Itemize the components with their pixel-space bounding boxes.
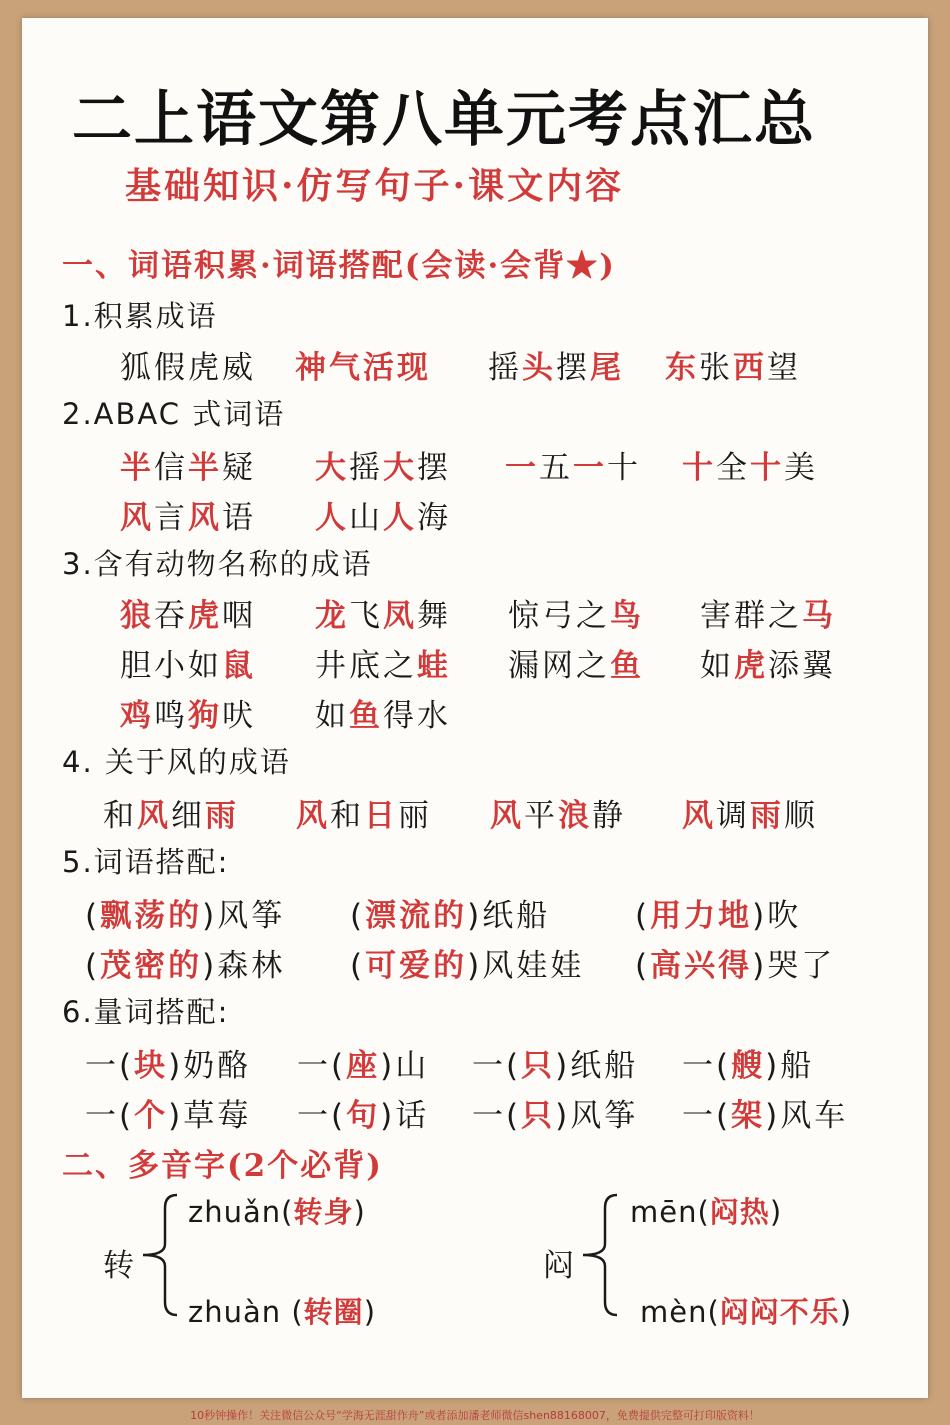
section-vocabulary-heading: 一、词语积累·词语搭配(会读·会背★) [62, 248, 616, 284]
collocation-item [85, 890, 285, 935]
plain-text: 如 [700, 648, 734, 684]
plain-text: ( [85, 948, 101, 984]
highlighted-text: 鼠 [222, 648, 256, 684]
measure-word-item [682, 1090, 848, 1135]
brace-bracket [575, 1192, 625, 1322]
highlighted-text: 雨 [205, 798, 239, 834]
collocation-item [635, 890, 801, 935]
abac-item [505, 442, 641, 487]
highlighted-text: 座 [346, 1048, 381, 1084]
section-polyphonic-heading: 二、多音字(2个必背) [62, 1148, 383, 1184]
highlighted-text: 高兴得 [650, 948, 753, 984]
plain-text: ) [839, 1295, 853, 1329]
polyphonic-char-men: 闷 [543, 1248, 577, 1284]
measure-word-item [297, 1090, 429, 1135]
plain-text: )奶酪 [168, 1048, 252, 1084]
abac-item [120, 492, 256, 537]
plain-text: )吹 [752, 898, 802, 934]
plain-text: 如 [315, 698, 349, 734]
highlighted-text: 个 [134, 1098, 169, 1134]
highlighted-text: 艘 [731, 1048, 766, 1084]
plain-text: 狐假虎威 [120, 350, 256, 386]
highlighted-text: 浪 [558, 798, 592, 834]
plain-text: 一( [472, 1098, 522, 1134]
highlighted-text: 鸟 [610, 598, 644, 634]
highlighted-text: 十 [750, 450, 784, 486]
highlighted-text: 风 [188, 500, 222, 536]
highlighted-text: 鱼 [349, 698, 383, 734]
plain-text: )话 [380, 1098, 430, 1134]
plain-text: 摆 [417, 450, 451, 486]
highlighted-text: 闷闷不乐 [719, 1295, 840, 1329]
animal-idiom-item [315, 590, 451, 635]
measure-word-item [472, 1090, 638, 1135]
plain-text: ( [350, 898, 366, 934]
heading-animal-idioms: 3.含有动物名称的成语 [62, 547, 373, 581]
plain-text: ) [769, 1195, 783, 1229]
plain-text: 平 [524, 798, 558, 834]
plain-text: )纸船 [467, 898, 551, 934]
plain-text: 调 [716, 798, 750, 834]
abac-item [315, 492, 451, 537]
plain-text: 张 [699, 350, 733, 386]
plain-text: ) [363, 1295, 377, 1329]
plain-text: 美 [784, 450, 818, 486]
plain-text: )纸船 [555, 1048, 639, 1084]
abac-item [120, 442, 256, 487]
animal-idiom-item [508, 640, 644, 685]
collocation-item [85, 940, 285, 985]
collocation-item [350, 940, 584, 985]
plain-text: ( [85, 898, 101, 934]
page-title: 二上语文第八单元考点汇总 [72, 85, 816, 155]
plain-text: mēn( [630, 1195, 710, 1229]
collocation-item [635, 940, 835, 985]
plain-text: )风娃娃 [467, 948, 585, 984]
highlighted-text: 狼 [120, 598, 154, 634]
plain-text: 静 [592, 798, 626, 834]
highlighted-text: 一 [505, 450, 539, 486]
highlighted-text: 架 [731, 1098, 766, 1134]
plain-text: 一( [682, 1048, 732, 1084]
plain-text: 一( [472, 1048, 522, 1084]
highlighted-text: 转圈 [303, 1295, 364, 1329]
highlighted-text: 大 [315, 450, 349, 486]
plain-text: 摇 [349, 450, 383, 486]
highlighted-text: 茂密的 [100, 948, 203, 984]
footer-note: 10秒钟操作！关注微信公众号“学海无涯甜作舟”或者添加潘老师微信shen88168007，免费提供完整可打印版资料！ [190, 1409, 760, 1422]
plain-text: 望 [767, 350, 801, 386]
plain-text: )风车 [765, 1098, 849, 1134]
animal-idiom-item [120, 690, 256, 735]
highlighted-text: 转身 [293, 1195, 354, 1229]
plain-text: 吞 [154, 598, 188, 634]
highlighted-text: 块 [134, 1048, 169, 1084]
plain-text: 舞 [417, 598, 451, 634]
abac-item [682, 442, 818, 487]
highlighted-text: 半 [120, 450, 154, 486]
plain-text: 摇 [488, 350, 522, 386]
plain-text: 得水 [383, 698, 451, 734]
plain-text: mèn( [640, 1295, 720, 1329]
highlighted-text: 雨 [750, 798, 784, 834]
heading-measure-words: 6.量词搭配: [62, 995, 230, 1029]
highlighted-text: 人 [383, 500, 417, 536]
animal-idiom-item [120, 590, 256, 635]
highlighted-text: 十 [682, 450, 716, 486]
measure-word-item [682, 1040, 814, 1085]
highlighted-text: 闷热 [709, 1195, 770, 1229]
heading-wind-idioms: 4. 关于风的成语 [62, 745, 291, 779]
highlighted-text: 人 [315, 500, 349, 536]
plain-text: )船 [765, 1048, 815, 1084]
plain-text: ( [635, 948, 651, 984]
plain-text: )哭了 [752, 948, 836, 984]
highlighted-text: 龙 [315, 598, 349, 634]
highlighted-text: 句 [346, 1098, 381, 1134]
measure-word-item [85, 1040, 251, 1085]
animal-idiom-item [315, 640, 451, 685]
animal-idiom-item [700, 640, 836, 685]
highlighted-text: 可爱的 [365, 948, 468, 984]
animal-idiom-item [315, 690, 451, 735]
plain-text: )森林 [202, 948, 286, 984]
plain-text: 一( [85, 1048, 135, 1084]
collocation-item [350, 890, 550, 935]
highlighted-text: 鸡 [120, 698, 154, 734]
heading-abac: 2.ABAC 式词语 [62, 397, 286, 431]
idiom-item [665, 342, 801, 387]
highlighted-text: 鱼 [610, 648, 644, 684]
plain-text: 全 [716, 450, 750, 486]
wind-idiom-item [296, 790, 432, 835]
highlighted-text: 一 [573, 450, 607, 486]
highlighted-text: 用力地 [650, 898, 753, 934]
highlighted-text: 日 [364, 798, 398, 834]
plain-text: 疑 [222, 450, 256, 486]
page-subtitle: 基础知识·仿写句子·课文内容 [125, 165, 625, 207]
pinyin-reading [640, 1290, 852, 1331]
measure-word-item [472, 1040, 638, 1085]
highlighted-text: 风 [682, 798, 716, 834]
plain-text: 惊弓之 [508, 598, 610, 634]
plain-text: ( [350, 948, 366, 984]
wind-idiom-item [682, 790, 818, 835]
plain-text: 言 [154, 500, 188, 536]
plain-text: 害群之 [700, 598, 802, 634]
plain-text: 飞 [349, 598, 383, 634]
measure-word-item [85, 1090, 251, 1135]
highlighted-text: 尾 [590, 350, 624, 386]
plain-text: 一( [297, 1048, 347, 1084]
plain-text: 和 [330, 798, 364, 834]
plain-text: 井底之 [315, 648, 417, 684]
highlighted-text: 风 [296, 798, 330, 834]
highlighted-text: 风 [137, 798, 171, 834]
pinyin-reading [188, 1190, 366, 1231]
highlighted-text: 半 [188, 450, 222, 486]
highlighted-text: 虎 [188, 598, 222, 634]
plain-text: 丽 [398, 798, 432, 834]
highlighted-text: 西 [733, 350, 767, 386]
highlighted-text: 虎 [734, 648, 768, 684]
highlighted-text: 大 [383, 450, 417, 486]
highlighted-text: 蛙 [417, 648, 451, 684]
plain-text: 海 [417, 500, 451, 536]
highlighted-text: 只 [521, 1098, 556, 1134]
idiom-item [120, 342, 256, 387]
plain-text: )风筝 [202, 898, 286, 934]
highlighted-text: 风 [490, 798, 524, 834]
plain-text: )山 [380, 1048, 430, 1084]
animal-idiom-item [700, 590, 836, 635]
measure-word-item [297, 1040, 429, 1085]
idiom-item [295, 342, 431, 387]
pinyin-reading [188, 1290, 376, 1331]
wind-idiom-item [490, 790, 626, 835]
polyphonic-char-zhuan: 转 [103, 1248, 137, 1284]
plain-text: ) [353, 1195, 366, 1229]
plain-text: 十 [607, 450, 641, 486]
highlighted-text: 飘荡的 [100, 898, 203, 934]
animal-idiom-item [508, 590, 644, 635]
plain-text: 鸣 [154, 698, 188, 734]
highlighted-text: 东 [665, 350, 699, 386]
plain-text: 漏网之 [508, 648, 610, 684]
plain-text: zhuǎn( [188, 1195, 294, 1229]
plain-text: 吠 [222, 698, 256, 734]
heading-idioms: 1.积累成语 [62, 299, 218, 333]
plain-text: 信 [154, 450, 188, 486]
animal-idiom-item [120, 640, 256, 685]
plain-text: )风筝 [555, 1098, 639, 1134]
idiom-item [488, 342, 624, 387]
brace-bracket [135, 1192, 185, 1322]
plain-text: 一( [297, 1098, 347, 1134]
plain-text: 咽 [222, 598, 256, 634]
plain-text: 添翼 [768, 648, 836, 684]
plain-text: zhuàn ( [188, 1295, 304, 1329]
plain-text: ( [635, 898, 651, 934]
plain-text: 细 [171, 798, 205, 834]
plain-text: 一( [682, 1098, 732, 1134]
highlighted-text: 狗 [188, 698, 222, 734]
plain-text: 和 [103, 798, 137, 834]
highlighted-text: 风 [120, 500, 154, 536]
pinyin-reading [630, 1190, 782, 1231]
highlighted-text: 头 [522, 350, 556, 386]
plain-text: 摆 [556, 350, 590, 386]
heading-collocations: 5.词语搭配: [62, 845, 230, 879]
plain-text: 胆小如 [120, 648, 222, 684]
highlighted-text: 只 [521, 1048, 556, 1084]
highlighted-text: 神气活现 [295, 350, 431, 386]
highlighted-text: 马 [802, 598, 836, 634]
highlighted-text: 凤 [383, 598, 417, 634]
plain-text: 五 [539, 450, 573, 486]
wind-idiom-item [103, 790, 239, 835]
plain-text: )草莓 [168, 1098, 252, 1134]
highlighted-text: 漂流的 [365, 898, 468, 934]
plain-text: 语 [222, 500, 256, 536]
abac-item [315, 442, 451, 487]
plain-text: 山 [349, 500, 383, 536]
plain-text: 顺 [784, 798, 818, 834]
plain-text: 一( [85, 1098, 135, 1134]
